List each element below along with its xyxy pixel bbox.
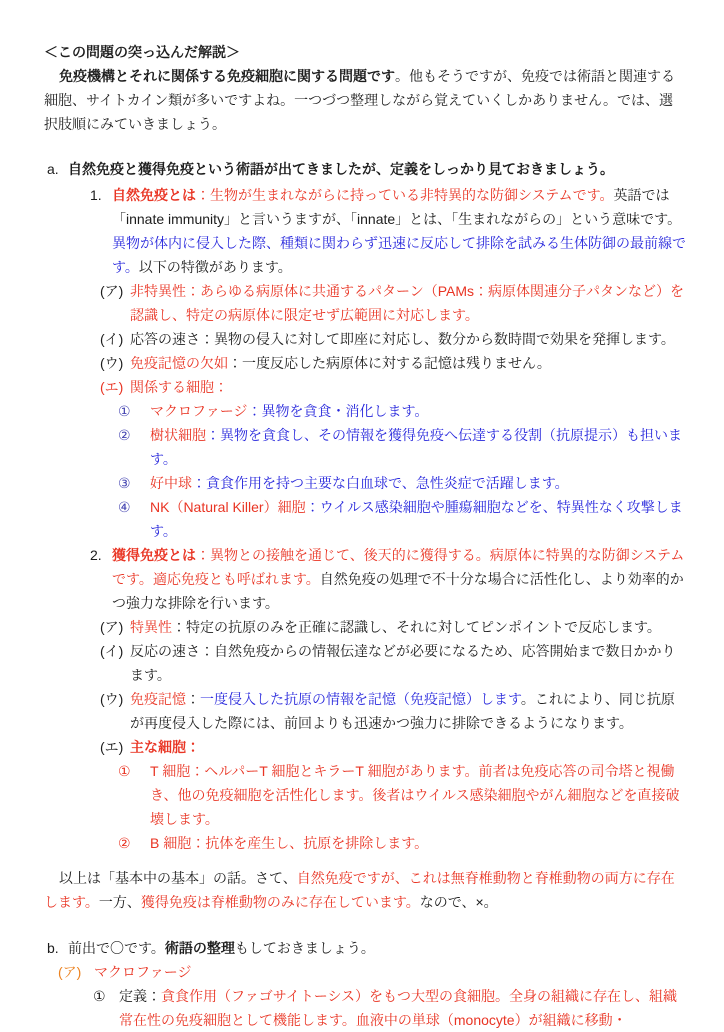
cell-macrophage xyxy=(118,399,686,423)
list-item-text xyxy=(130,351,686,375)
text-segment: ：ウイルス感染細胞や腫瘍細胞などを、特異性なく攻撃します。 xyxy=(150,499,683,539)
section-b-heading xyxy=(47,936,686,960)
text-segment: マクロファージ xyxy=(94,964,192,980)
text-segment: 異物が体内に侵入した際、種類に関わらず迅速に反応して排除を試みる生体防御の最前線です。 xyxy=(112,235,686,275)
text-segment: ：貪食作用を持つ主要な白血球で、急性炎症で活躍します。 xyxy=(192,475,569,491)
doc-title xyxy=(44,40,686,64)
list-item-text xyxy=(94,960,686,984)
text-segment: 樹状細胞 xyxy=(150,427,206,443)
text-segment: 自然免疫とは xyxy=(112,187,196,203)
list-marker: ① xyxy=(93,988,106,1004)
item-2-e-main-cells xyxy=(100,735,686,759)
text-segment: 英語では「innate immunity」と言いうますが、「innate」とは、「生まれながらの」という意味です。 xyxy=(112,187,682,227)
list-item-text xyxy=(130,615,686,639)
item-1-a-nonspecific xyxy=(100,279,686,327)
list-marker: ② xyxy=(118,427,131,443)
text-segment: 獲得免疫とは xyxy=(112,547,196,563)
text-segment: NK（Natural Killer）細胞 xyxy=(150,499,306,515)
list-marker: (ア) xyxy=(100,283,124,299)
text-segment: 非特異性：あらゆる病原体に共通するパターン（PAMs：病原体関連分子パタンなど）を認識し、特定の病原体に限定せず広範囲に対応します。 xyxy=(130,283,685,323)
list-marker: ① xyxy=(118,763,131,779)
cell-b xyxy=(118,831,686,855)
list-item-text xyxy=(130,327,686,351)
list-item-text xyxy=(130,639,686,687)
text-segment: 一度侵入した抗原の情報を記憶（免疫記憶）します xyxy=(200,691,521,707)
text-segment: 自然免疫ですが、これは無脊椎動物と脊椎動物の両方に存在します。 xyxy=(44,870,675,910)
list-marker: ④ xyxy=(118,499,131,515)
list-item-text xyxy=(130,279,686,327)
text-segment: 定義： xyxy=(119,988,161,1004)
text-segment: 自然免疫と獲得免疫という術語が出てきましたが、定義をしっかり見ておきましょう。 xyxy=(68,161,614,177)
list-marker: ③ xyxy=(118,475,131,491)
list-marker: (エ) xyxy=(100,739,124,755)
list-marker: (ア) xyxy=(100,619,124,635)
b-definition xyxy=(93,984,686,1032)
section-a-heading xyxy=(47,157,686,181)
text-segment: 好中球 xyxy=(150,475,192,491)
cell-dendritic xyxy=(118,423,686,471)
item-1-e-related-cells xyxy=(100,375,686,399)
list-item-text xyxy=(150,423,686,471)
text-segment: ：一度反応した病原体に対する記憶は残りません。 xyxy=(228,355,551,371)
text-segment: B 細胞：抗体を産生し、抗原を排除します。 xyxy=(150,835,429,851)
list-item-text xyxy=(130,375,686,399)
list-marker: (エ) xyxy=(100,379,124,395)
item-1-i-speed xyxy=(100,327,686,351)
b-a-macrophage xyxy=(58,960,686,984)
conclusion-paragraph xyxy=(44,866,686,914)
item-2-i-speed xyxy=(100,639,686,687)
list-item-text xyxy=(112,543,686,615)
text-segment: 前出で〇です。 xyxy=(68,940,165,956)
list-marker: a. xyxy=(47,161,59,177)
item-1-u-no-memory xyxy=(100,351,686,375)
text-segment: 免疫機構とそれに関係する免疫細胞に関する問題です xyxy=(59,68,395,84)
text-segment: 獲得免疫は脊椎動物のみに存在しています。 xyxy=(140,894,420,910)
text-segment: 以下の特徴があります。 xyxy=(138,259,292,275)
text-segment: ： xyxy=(186,691,200,707)
item-2-a-specificity xyxy=(100,615,686,639)
text-segment: 自然免疫の処理で不十分な場合に活性化し、より効率的かつ強力な排除を行います。 xyxy=(112,571,684,611)
list-item-text xyxy=(130,735,686,759)
text-segment: 。他もそうですが、免疫では術語と関連する細胞、サイトカイン類が多いですよね。一つづつ整理しながら覚えていくしかありません。では、選択肢順にみていきましょう。 xyxy=(44,68,675,132)
list-item-text xyxy=(150,759,686,831)
text-segment: ：生物が生まれながらに持っている非特異的な防御システムです。 xyxy=(196,187,614,203)
cell-t xyxy=(118,759,686,831)
list-marker: ② xyxy=(118,835,131,851)
list-marker: b. xyxy=(47,940,59,956)
text-segment: ：異物を貪食し、その情報を獲得免疫へ伝達する役割（抗原提示）も担います。 xyxy=(150,427,682,467)
text-segment: 貪食作用（ファゴサイトーシス）をもつ大型の食細胞。全身の組織に存在し、組織常在性の免疫細胞として機能します。血液中の単球（monocyte）が組織に移動・ xyxy=(119,988,678,1028)
text-segment: なので、×。 xyxy=(419,894,498,910)
list-marker: 1. xyxy=(90,187,102,203)
list-item-text xyxy=(130,687,686,735)
list-item-text xyxy=(150,471,686,495)
list-marker: (ウ) xyxy=(100,691,124,707)
text-segment: もしておきましょう。 xyxy=(234,940,375,956)
list-item-text xyxy=(150,399,686,423)
text-segment: 術語の整理 xyxy=(164,940,235,956)
list-marker: 2. xyxy=(90,547,102,563)
text-segment: T 細胞：ヘルパーT 細胞とキラーT 細胞があります。前者は免疫応答の司令塔と視働き、他の免疫細胞を活性化します。後者はウイルス感染細胞やがん細胞などを直接破壊します。 xyxy=(150,763,680,827)
list-marker: (イ) xyxy=(100,331,124,347)
text-segment: 反応の速さ：自然免疫からの情報伝達などが必要になるため、応答開始まで数日かかります。 xyxy=(130,643,676,683)
cell-neutrophil xyxy=(118,471,686,495)
item-2-acquired-immunity xyxy=(90,543,686,615)
item-1-innate-immunity xyxy=(90,183,686,279)
text-segment: ＜この問題の突っ込んだ解説＞ xyxy=(44,44,240,60)
text-segment: 。これにより、同じ抗原が再度侵入した際には、前回よりも迅速かつ強力に排除できるようになります。 xyxy=(130,691,675,731)
text-segment: ：異物を貪食・消化します。 xyxy=(247,403,429,419)
text-segment: 関係する細胞： xyxy=(130,379,228,395)
list-item-text xyxy=(150,495,686,543)
text-segment: 以上は「基本中の基本」の話。さて、 xyxy=(59,870,297,886)
text-segment: 主な細胞： xyxy=(130,739,200,755)
text-segment: 特異性 xyxy=(130,619,172,635)
cell-nk xyxy=(118,495,686,543)
text-segment: 免疫記憶 xyxy=(130,691,186,707)
list-marker: (ウ) xyxy=(100,355,124,371)
list-marker: (ア) xyxy=(58,964,82,980)
list-marker: ① xyxy=(118,403,131,419)
text-segment: 免疫記憶の欠如 xyxy=(130,355,228,371)
text-segment: 応答の速さ：異物の侵入に対して即座に対応し、数分から数時間で効果を発揮します。 xyxy=(130,331,675,347)
list-marker: (イ) xyxy=(100,643,124,659)
text-segment: ：特定の抗原のみを正確に認識し、それに対してピンポイントで反応します。 xyxy=(172,619,661,635)
document-content xyxy=(44,40,686,1032)
intro-paragraph xyxy=(44,64,686,136)
text-segment: ：異物との接触を通じて、後天的に獲得する。病原体に特異的な防御システムです。適応免疫とも呼ばれます。 xyxy=(112,547,685,587)
list-item-text xyxy=(112,183,686,279)
list-item-text xyxy=(119,984,686,1032)
list-item-text xyxy=(150,831,686,855)
text-segment: 一方、 xyxy=(98,894,141,910)
list-item-text xyxy=(68,936,686,960)
list-item-text xyxy=(68,157,686,181)
text-segment: マクロファージ xyxy=(150,403,248,419)
item-2-u-memory xyxy=(100,687,686,735)
